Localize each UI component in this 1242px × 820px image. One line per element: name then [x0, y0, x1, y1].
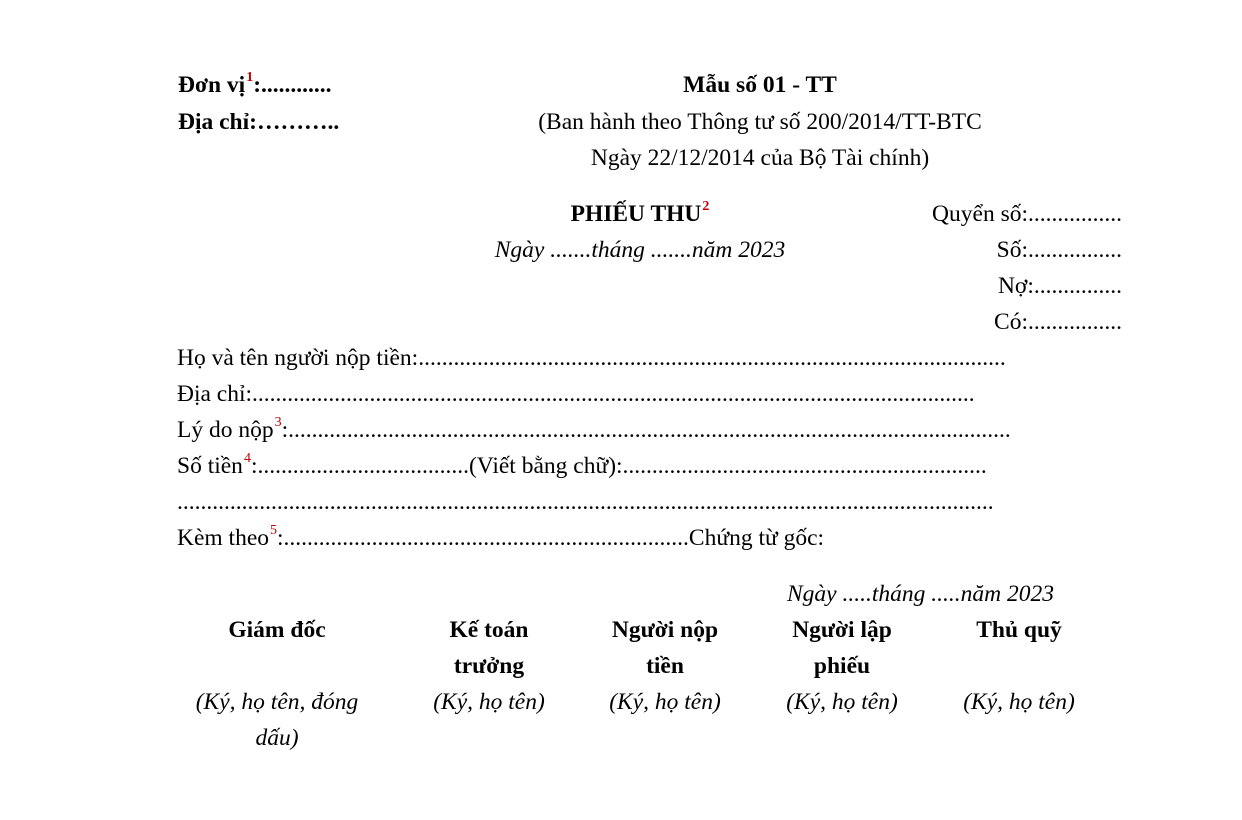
reason-line — [177, 415, 1011, 443]
signature-role: Giám đốc — [228, 617, 326, 643]
signature-block-director — [182, 612, 372, 756]
reason-label: Lý do nộp — [177, 417, 274, 443]
signature-hint: (Ký, họ tên, đóng — [195, 689, 359, 715]
signature-hint: (Ký, họ tên) — [963, 689, 1075, 715]
payer-name-line: Họ và tên người nộp tiền:.................................................................................................... — [177, 345, 1006, 371]
regulation-line-1: (Ban hành theo Thông tư số 200/2014/TT-BTC — [538, 109, 982, 135]
debit-account: Nợ:............... — [997, 273, 1122, 299]
regulation-line-2: Ngày 22/12/2014 của Bộ Tài chính) — [590, 145, 930, 171]
amount-continuation-line: ........................................................................................................................................... — [177, 489, 994, 515]
reason-dots: :........................................................................................................................... — [281, 417, 1011, 443]
signature-role: Thủ quỹ — [976, 617, 1062, 643]
attached-dots: :.....................................................................Chứng từ gốc: — [277, 525, 825, 551]
signature-hint: dấu) — [255, 725, 299, 751]
signature-hint: (Ký, họ tên) — [433, 689, 545, 715]
signature-role: Người nộp — [611, 617, 719, 643]
attached-line — [177, 523, 825, 551]
signature-role: phiếu — [813, 653, 871, 679]
form-code: Mẫu số 01 - TT — [683, 72, 837, 98]
footnote-marker: 2 — [702, 199, 710, 214]
signature-role: tiền — [646, 653, 684, 679]
signature-spacer — [944, 648, 1094, 684]
unit-label: Đơn vị — [178, 72, 246, 98]
receipt-title-text: PHIẾU THU — [570, 201, 702, 227]
footnote-marker: 3 — [274, 415, 282, 430]
attached-label: Kèm theo — [177, 525, 270, 551]
signature-block-cashier — [944, 612, 1094, 720]
book-number: Quyển số:................ — [932, 201, 1122, 227]
address-label: Địa chỉ:……….. — [178, 109, 340, 135]
signature-hint: (Ký, họ tên) — [609, 689, 721, 715]
amount-label: Số tiền — [177, 453, 243, 479]
signature-date: Ngày .....tháng .....năm 2023 — [787, 581, 1054, 607]
footnote-marker: 5 — [270, 523, 278, 538]
signature-spacer — [182, 648, 372, 684]
signature-role: Người lập — [792, 617, 892, 643]
signature-role: trưởng — [453, 653, 525, 679]
signature-block-payer — [590, 612, 740, 720]
unit-line — [178, 70, 332, 98]
unit-dots: :............ — [253, 72, 332, 98]
footnote-marker: 4 — [243, 451, 251, 466]
signature-hint: (Ký, họ tên) — [786, 689, 898, 715]
document-number: Số:................ — [996, 237, 1122, 263]
signature-role: Kế toán — [449, 617, 529, 643]
payer-address-line: Địa chỉ:........................................................................................................................... — [177, 381, 975, 407]
amount-dots: :....................................(Viết bằng chữ):.............................................................. — [250, 453, 987, 479]
receipt-title — [490, 199, 790, 227]
signature-block-chief-accountant — [414, 612, 564, 720]
signature-block-preparer — [767, 612, 917, 720]
footnote-marker: 1 — [246, 70, 254, 85]
receipt-date: Ngày .......tháng .......năm 2023 — [494, 237, 786, 263]
amount-line — [177, 451, 987, 479]
credit-account: Có:................ — [994, 309, 1122, 335]
